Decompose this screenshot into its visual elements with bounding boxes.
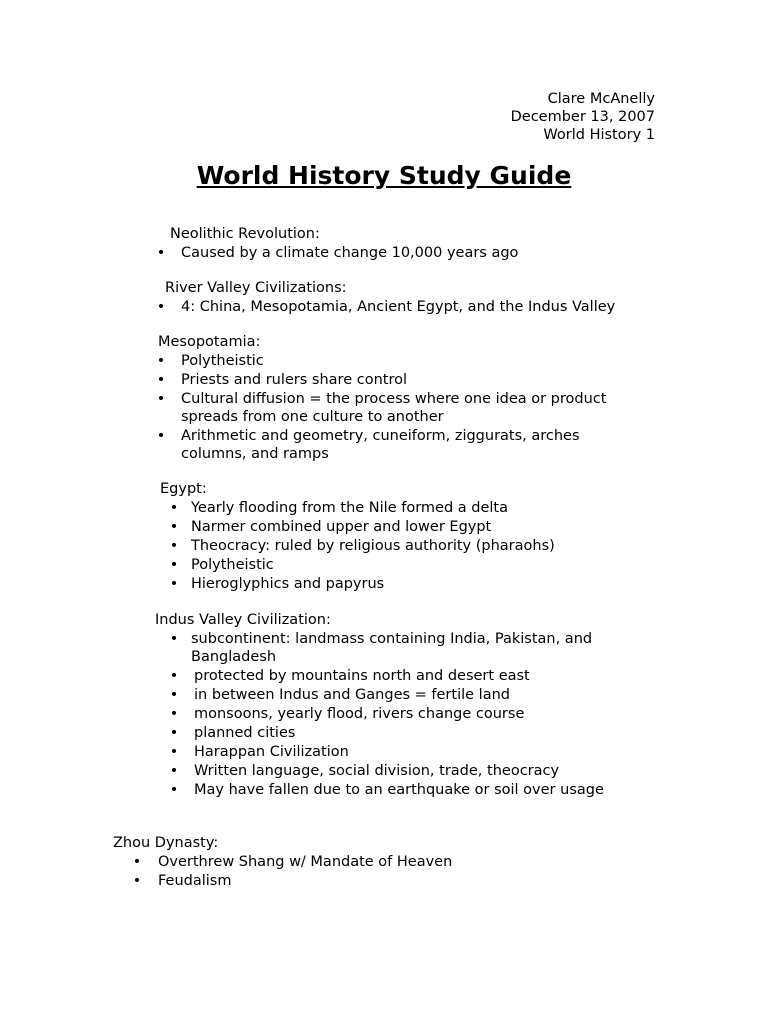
- bullet-icon: •: [156, 391, 166, 407]
- section-egypt: [160, 480, 660, 594]
- list-item: [168, 724, 655, 742]
- list-item: [131, 872, 613, 890]
- bullet-list: [155, 298, 655, 316]
- list-item-text: Written language, social division, trade, theocracy: [194, 763, 560, 779]
- bullet-icon: •: [169, 631, 179, 647]
- bullet-list: [131, 853, 613, 890]
- list-item: [168, 686, 655, 704]
- list-item: [155, 390, 627, 426]
- course-name: World History 1: [543, 127, 655, 143]
- bullet-icon: •: [169, 687, 179, 703]
- bullet-icon: •: [169, 500, 179, 516]
- list-item: [168, 499, 660, 517]
- list-item-text: Caused by a climate change 10,000 years ago: [181, 245, 519, 261]
- bullet-icon: •: [169, 576, 179, 592]
- list-item-text: May have fallen due to an earthquake or soil over usage: [194, 782, 604, 798]
- section-heading: Neolithic Revolution:: [170, 226, 320, 242]
- list-item: [168, 667, 655, 685]
- list-item-text: Overthrew Shang w/ Mandate of Heaven: [158, 854, 453, 870]
- list-item: [168, 781, 655, 799]
- list-item: [155, 427, 601, 463]
- list-item-text: Polytheistic: [191, 557, 274, 573]
- bullet-list: [155, 244, 655, 262]
- list-item-text: Yearly flooding from the Nile formed a delta: [191, 500, 508, 516]
- section-neolithic: [155, 225, 655, 263]
- header-block: [511, 90, 655, 144]
- bullet-list: [168, 630, 655, 799]
- section-indus-valley: [155, 611, 655, 800]
- section-heading: Zhou Dynasty:: [113, 835, 219, 851]
- bullet-list: [155, 352, 655, 463]
- list-item: [168, 743, 655, 761]
- bullet-icon: •: [156, 353, 166, 369]
- bullet-icon: •: [156, 299, 166, 315]
- list-item-text: Narmer combined upper and lower Egypt: [191, 519, 492, 535]
- bullet-icon: •: [169, 668, 179, 684]
- section-zhou-dynasty: [113, 834, 613, 891]
- bullet-list: [168, 499, 660, 593]
- list-item: [155, 298, 655, 316]
- list-item-text: protected by mountains north and desert east: [194, 668, 530, 684]
- list-item-text: Theocracy: ruled by religious authority (pharaohs): [191, 538, 555, 554]
- bullet-icon: •: [169, 538, 179, 554]
- document-date: December 13, 2007: [510, 109, 655, 125]
- bullet-icon: •: [132, 873, 142, 889]
- list-item: [168, 705, 655, 723]
- list-item-text: Arithmetic and geometry, cuneiform, ziggurats, arches columns, and ramps: [181, 428, 580, 462]
- list-item-text: Polytheistic: [181, 353, 264, 369]
- list-item-text: Feudalism: [158, 873, 232, 889]
- list-item: [131, 853, 613, 871]
- bullet-icon: •: [156, 428, 166, 444]
- list-item-text: Hieroglyphics and papyrus: [191, 576, 385, 592]
- list-item: [168, 518, 660, 536]
- list-item: [168, 537, 660, 555]
- section-river-valley: [155, 279, 655, 317]
- author-name: Clare McAnelly: [547, 91, 655, 107]
- list-item-text: monsoons, yearly flood, rivers change course: [194, 706, 525, 722]
- bullet-icon: •: [169, 557, 179, 573]
- list-item: [168, 556, 660, 574]
- list-item-text: in between Indus and Ganges = fertile land: [194, 687, 510, 703]
- bullet-icon: •: [169, 519, 179, 535]
- list-item: [168, 630, 621, 666]
- bullet-icon: •: [169, 763, 179, 779]
- list-item: [168, 762, 655, 780]
- section-heading: Egypt:: [160, 481, 207, 497]
- bullet-icon: •: [156, 372, 166, 388]
- list-item-text: subcontinent: landmass containing India, Pakistan, and Bangladesh: [191, 631, 593, 665]
- list-item-text: Cultural diffusion = the process where one idea or product spreads from one culture to another: [181, 391, 607, 425]
- page-title: World History Study Guide: [196, 161, 572, 190]
- section-mesopotamia: [155, 333, 655, 464]
- list-item: [155, 244, 655, 262]
- section-heading: Indus Valley Civilization:: [155, 612, 331, 628]
- list-item-text: planned cities: [194, 725, 296, 741]
- list-item: [155, 371, 655, 389]
- list-item: [168, 575, 660, 593]
- bullet-icon: •: [169, 706, 179, 722]
- bullet-icon: •: [156, 245, 166, 261]
- bullet-icon: •: [132, 854, 142, 870]
- section-heading: River Valley Civilizations:: [165, 280, 347, 296]
- bullet-icon: •: [169, 744, 179, 760]
- section-heading: Mesopotamia:: [158, 334, 261, 350]
- bullet-icon: •: [169, 725, 179, 741]
- list-item-text: Harappan Civilization: [194, 744, 349, 760]
- bullet-icon: •: [169, 782, 179, 798]
- list-item: [155, 352, 655, 370]
- list-item-text: 4: China, Mesopotamia, Ancient Egypt, and the Indus Valley: [181, 299, 616, 315]
- list-item-text: Priests and rulers share control: [181, 372, 407, 388]
